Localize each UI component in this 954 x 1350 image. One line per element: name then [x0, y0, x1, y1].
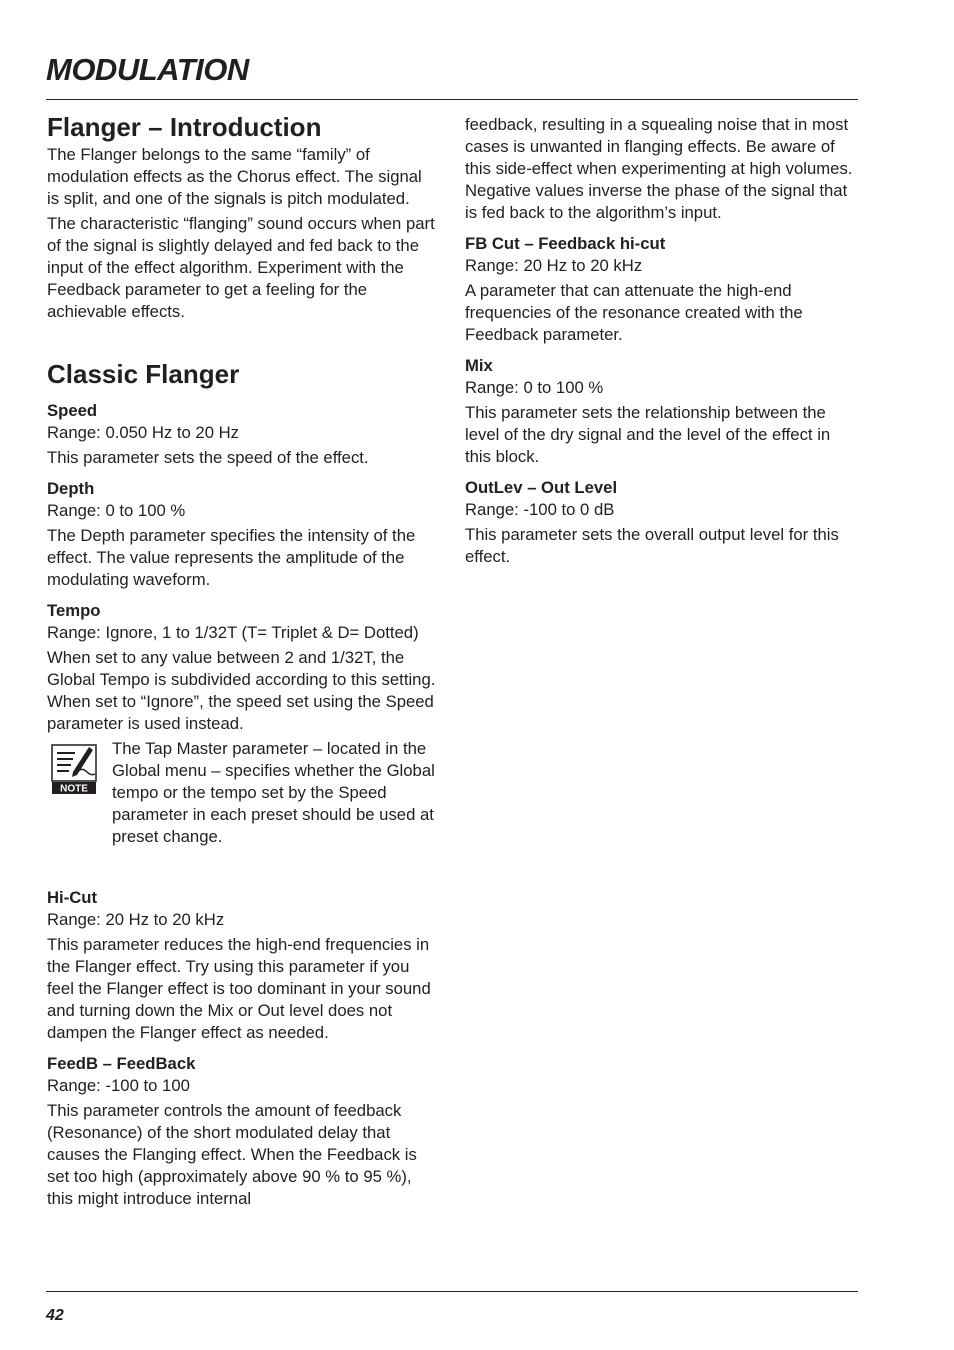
- speed-param-name: Speed: [47, 401, 98, 420]
- intro-heading: Flanger – Introduction: [47, 112, 322, 142]
- tempo-description: When set to any value between 2 and 1/32T, the Global Tempo is subdivided according to this setting. When set to “Ignore”, the speed set using the Speed parameter is used instead.: [47, 648, 436, 733]
- note-icon: [51, 744, 97, 794]
- speed-range: Range: 0.050 Hz to 20 Hz: [47, 423, 240, 442]
- outlev-description: This parameter sets the overall output level for this effect.: [465, 525, 839, 566]
- page-number: 42: [46, 1307, 64, 1324]
- left-column: [47, 110, 437, 1213]
- chapter-title: MODULATION: [46, 52, 249, 87]
- hicut-param-name: Hi-Cut: [47, 888, 98, 907]
- tempo-param-name: Tempo: [47, 601, 101, 620]
- header-rule: [46, 99, 858, 100]
- mix-param-name: Mix: [465, 356, 493, 375]
- tempo-range: Range: Ignore, 1 to 1/32T (T= Triplet & D= Dotted): [47, 623, 419, 642]
- right-column: [465, 114, 855, 571]
- feedback-description-part2: feedback, resulting in a squealing noise that in most cases is unwanted in flanging effects. Be aware of this side-effect when experimenting at high volumes. Negative values inverse the phase of the signal that is fed back to the algorithm’s input.: [465, 115, 853, 222]
- fbcut-param-name: FB Cut – Feedback hi-cut: [465, 234, 666, 253]
- fbcut-range: Range: 20 Hz to 20 kHz: [465, 256, 643, 275]
- speed-description: This parameter sets the speed of the effect.: [47, 448, 369, 467]
- classic-heading: Classic Flanger: [47, 359, 240, 389]
- spacer: [47, 854, 437, 878]
- mix-range: Range: 0 to 100 %: [465, 378, 604, 397]
- depth-range: Range: 0 to 100 %: [47, 501, 186, 520]
- depth-description: The Depth parameter specifies the intensity of the effect. The value represents the amplitude of the modulating waveform.: [47, 526, 416, 589]
- feedback-description-part1: This parameter controls the amount of feedback (Resonance) of the short modulated delay that causes the Flanging effect. When the Feedback is set too high (approximately above 90 % to 95 %), this might introduce internal: [47, 1101, 417, 1208]
- intro-paragraph-2: The characteristic “flanging” sound occurs when part of the signal is slightly delayed and fed back to the input of the effect algorithm. Experiment with the Feedback parameter to get a feeling for the achievable effects.: [47, 214, 435, 321]
- feedback-range: Range: -100 to 100: [47, 1076, 190, 1095]
- fbcut-description: A parameter that can attenuate the high-end frequencies of the resonance created with the Feedback parameter.: [465, 281, 803, 344]
- intro-paragraph-1: The Flanger belongs to the same “family” of modulation effects as the Chorus effect. The signal is split, and one of the signals is pitch modulated.: [47, 145, 422, 208]
- hicut-description: This parameter reduces the high-end frequencies in the Flanger effect. Try using this parameter if you feel the Flanger effect is too dominant in your sound and turning down the Mix or Out level does not dampen the Flanger effect as needed.: [47, 935, 431, 1042]
- mix-description: This parameter sets the relationship between the level of the dry signal and the level of the effect in this block.: [465, 403, 831, 466]
- outlev-param-name: OutLev – Out Level: [465, 478, 618, 497]
- footer-rule: [46, 1291, 858, 1292]
- depth-param-name: Depth: [47, 479, 95, 498]
- note-text: The Tap Master parameter – located in the Global menu – specifies whether the Global tempo or the tempo set by the Speed parameter in each preset should be used at preset change.: [112, 739, 435, 846]
- feedback-param-name: FeedB – FeedBack: [47, 1054, 196, 1073]
- note-label: NOTE: [60, 783, 88, 794]
- note-box: [47, 738, 437, 851]
- hicut-range: Range: 20 Hz to 20 kHz: [47, 910, 225, 929]
- outlev-range: Range: -100 to 0 dB: [465, 500, 615, 519]
